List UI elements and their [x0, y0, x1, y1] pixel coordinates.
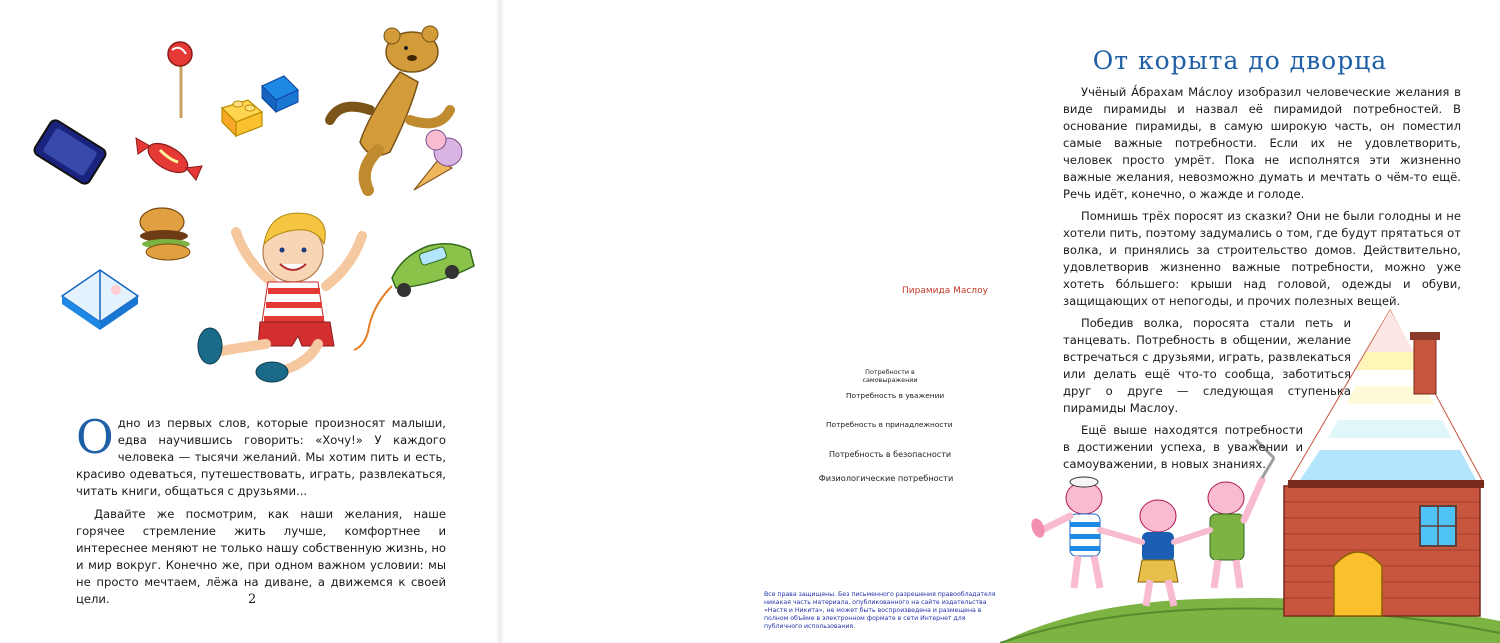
pyramid-level-belonging: Потребность в принадлежности — [826, 420, 953, 429]
candy-icon — [136, 137, 202, 180]
pig-2 — [1138, 500, 1178, 606]
pyramid-level-esteem: Потребность в уважении — [846, 391, 945, 400]
book-icon — [62, 270, 138, 330]
esteem-needs-paragraph: Ещё выше находятся потребности в достижении успеха, в уважении и самоуважении, в новых знаниях. — [1063, 423, 1303, 471]
second-paragraph: Давайте же посмотрим, как наши желания, наше горячее стремление жить лучше, комфортнее и интереснее меняют не только нашу собственную жизнь, но и мир вокруг. Конечно же, при одном важном условии: мы не просто мечтаем, лёжа на диване, а движемся к своей цели. — [76, 507, 446, 606]
pyramid-level-self-actualization: Потребности в самовыражении — [862, 368, 918, 384]
maslow-paragraph: Учёный А́брахам Ма́слоу изобразил человеческие желания в виде пирамиды и назвал её пирамидой потребностей. В основание пирамиды, в самую широкую часть, он поместил самые важные потребности. Если их не удовлетворить, человек просто умрёт. Пока не исполнятся эти жизненно важные желания, невозможно думать и мечтать о чём-то ещё. Речь идёт, конечно, о жажде и голоде. — [1063, 85, 1461, 201]
boy-figure — [198, 213, 362, 382]
left-illustration — [0, 0, 500, 400]
intro-paragraph: Одно из первых слов, которые произносят малыши, едва научившись говорить: «Хочу!» У каждого человека — тысячи желаний. Мы хотим пить и есть, красиво одеваться, путешествовать, играть, развлекаться, читать книги, общаться с друзьями... — [76, 410, 446, 498]
pyramid-title: Пирамида Маслоу — [902, 286, 988, 296]
right-page — [500, 0, 1461, 643]
lollipop-icon — [168, 42, 192, 118]
social-needs-paragraph: Победив волка, поросята стали петь и танцевать. Потребность в общении, желание встречаться с друзьями, играть, развлекаться или делать ещё что-то сообща, заботиться друг о друге — следующая ступенька пирамиды Маслоу. — [1063, 316, 1351, 415]
phone-icon — [32, 118, 107, 186]
toy-car-icon — [354, 244, 474, 350]
blue-block-icon — [262, 76, 298, 112]
left-page — [0, 0, 500, 643]
pyramid-level-physiological: Физиологические потребности — [818, 473, 954, 483]
ice-cream-icon — [414, 130, 462, 190]
copyright-notice: Все права защищены. Без письменного разрешения правообладателя никакая часть материала, опубликованного на сайте издательства «Настя и Никита», не может быть воспроизведена и размещена в полном объёме в электронном формате в сети Интернет для публичного использования. — [764, 591, 996, 630]
three-pigs-paragraph: Помнишь трёх поросят из сказки? Они не были голодны и не хотели пить, поэтому задумались о том, где будут прятаться от волка, и принялись за строительство домов. Действительно, удовлетворив жизненно важные потребности, можно уже хотеть бо́льшего: крыши над головой, одежды и обуви, защищающих от непогоды, и прочих полезных вещей. — [1063, 209, 1461, 308]
dropcap-letter: О — [76, 410, 114, 464]
page-number: 2 — [248, 592, 257, 607]
teddy-bear-icon — [330, 26, 450, 190]
right-page-text — [1063, 84, 1461, 478]
pig-1 — [1029, 477, 1102, 588]
left-page-text — [76, 410, 446, 614]
toy-brick-icon — [222, 100, 262, 136]
page-title: От корыта до дворца — [1092, 46, 1388, 75]
burger-icon — [140, 208, 190, 260]
pyramid-level-safety: Потребность в безопасности — [828, 450, 952, 459]
